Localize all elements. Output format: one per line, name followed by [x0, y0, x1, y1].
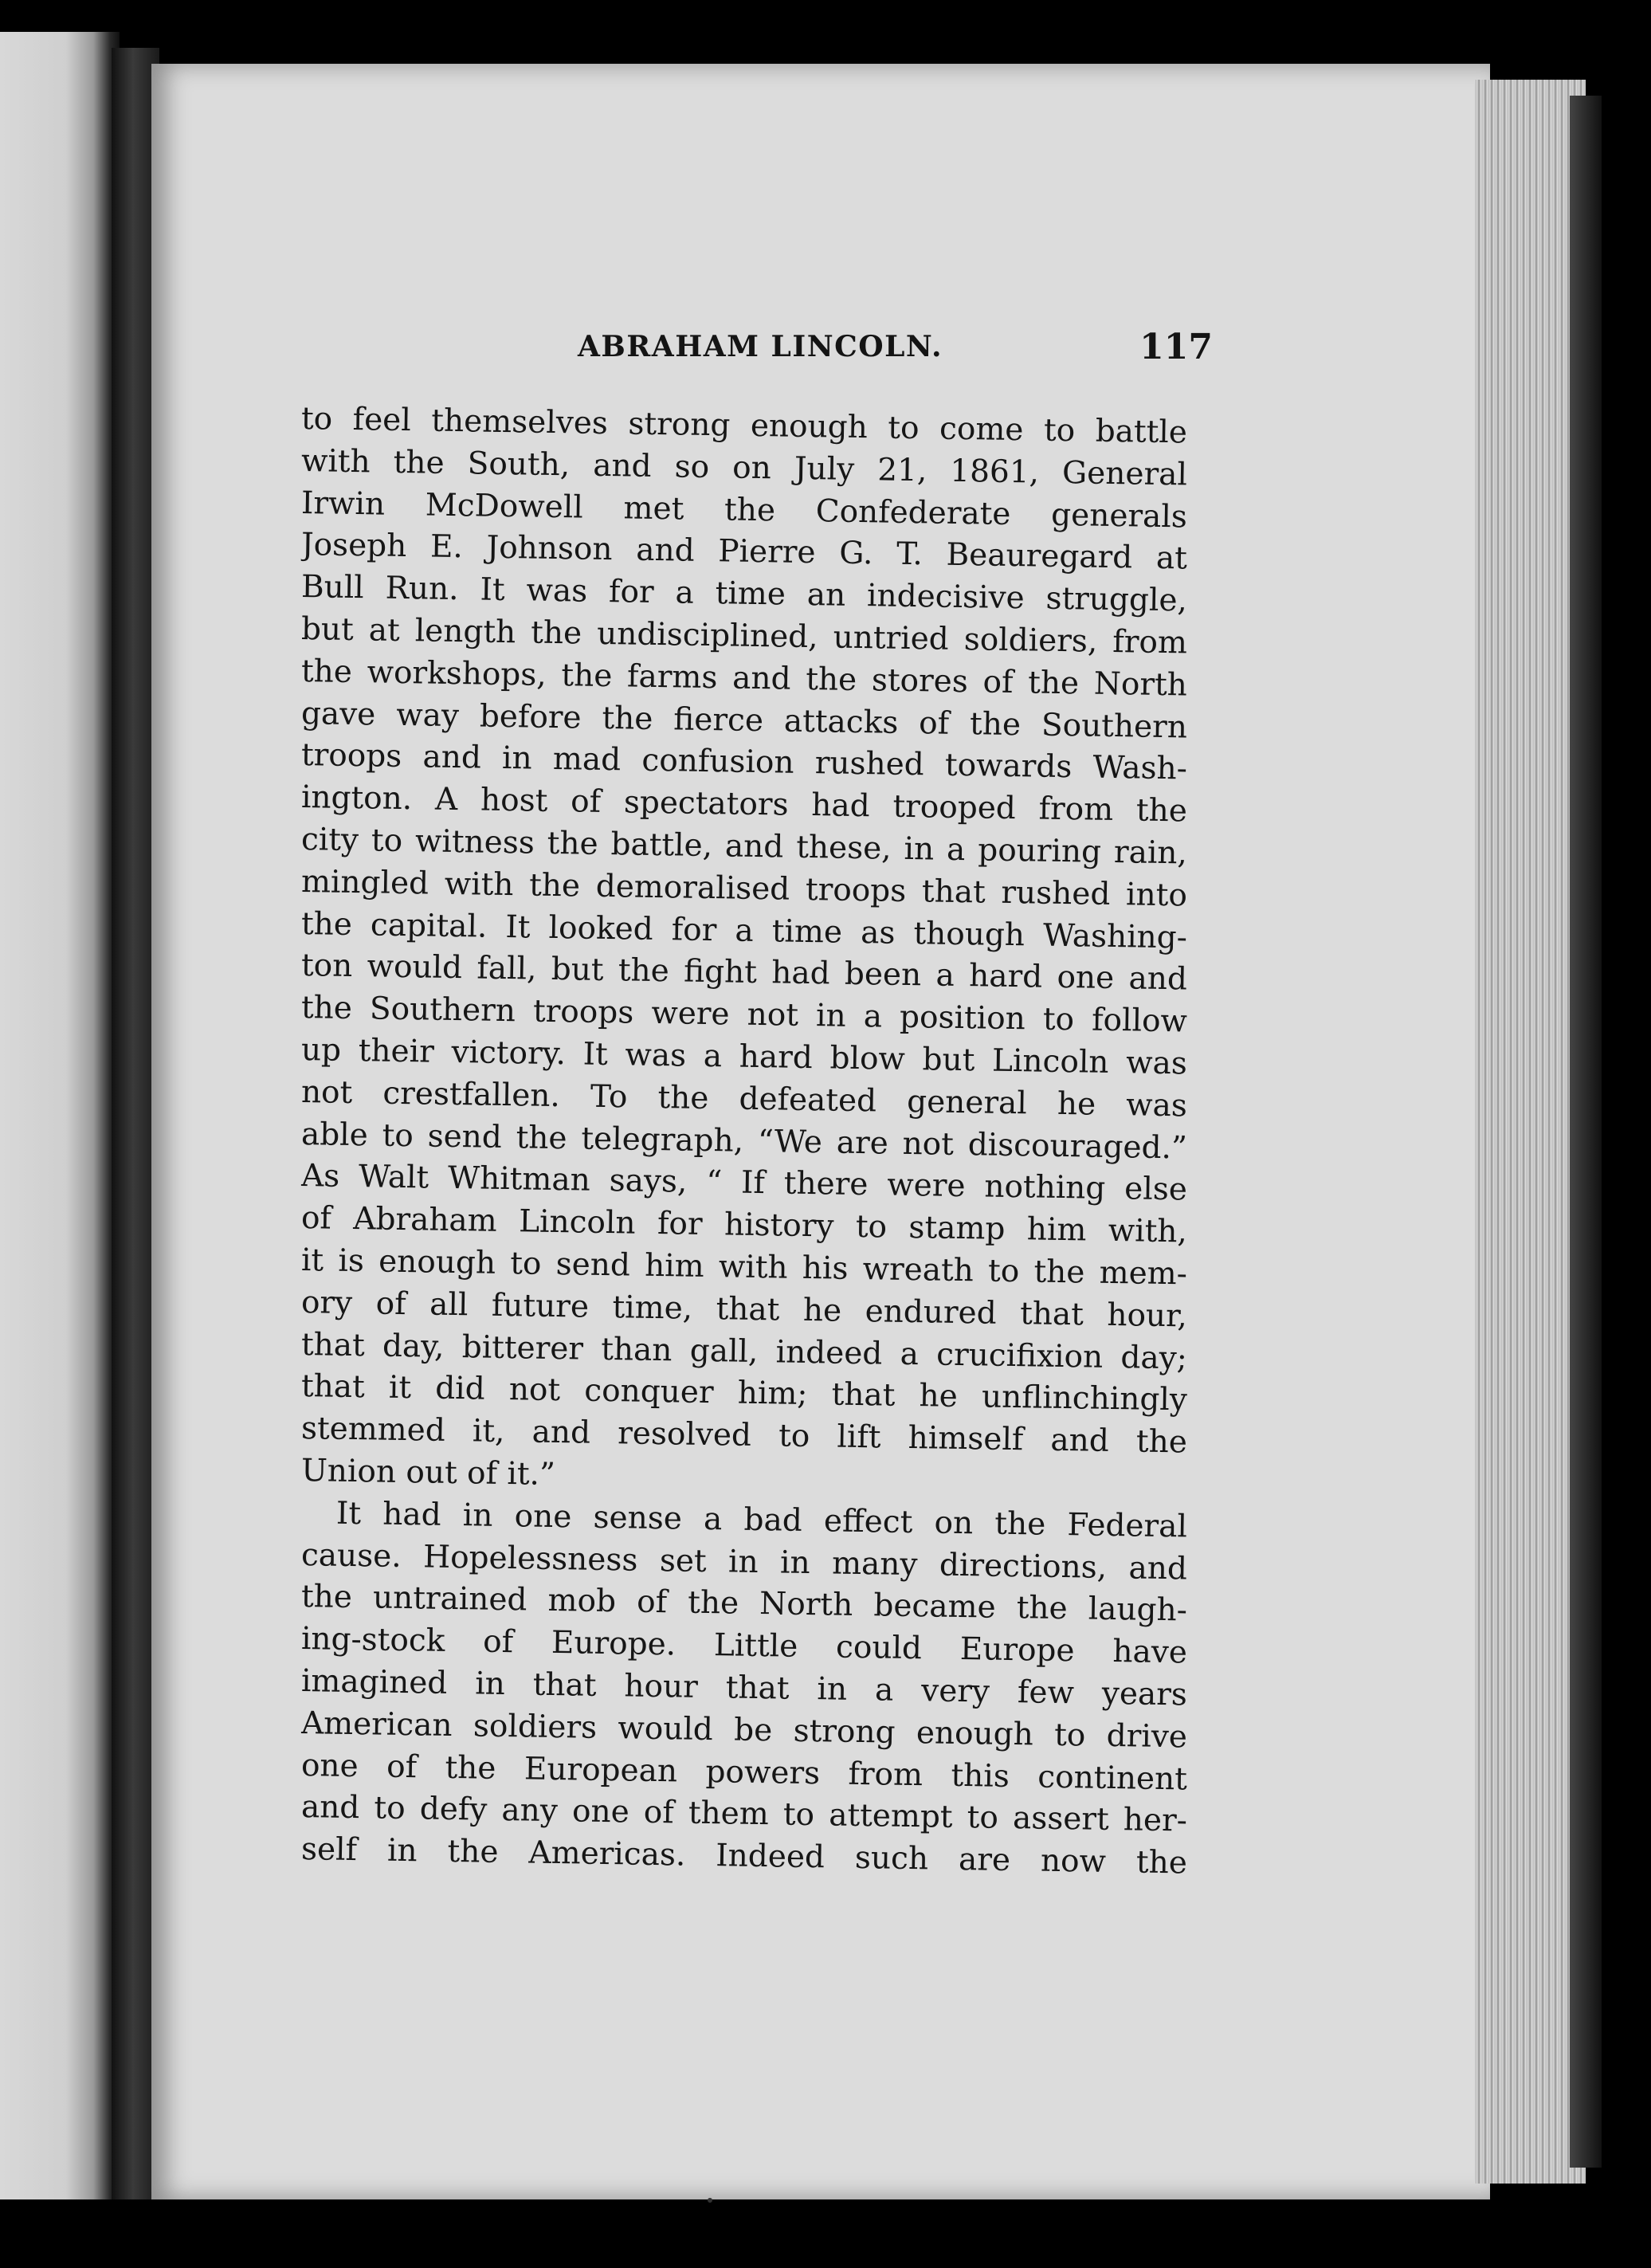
text-line: and to defy any one of them to attempt to assert her- [300, 1789, 1188, 1839]
page-fore-edge [1474, 80, 1586, 2184]
text-line: one of the European powers from this continent [300, 1747, 1188, 1797]
text-line: ington. A host of spectators had trooped from the [300, 779, 1188, 830]
text-line: gave way before the fierce attacks of the Southern [300, 695, 1188, 746]
text-line: As Walt Whitman says, “ If there were nothing else [300, 1158, 1188, 1208]
text-line: with the South, and so on July 21, 1861, General [300, 442, 1188, 493]
text-line: city to witness the battle, and these, in a pouring rain, [300, 821, 1188, 872]
running-head [311, 325, 1211, 381]
text-line: Bull Run. It was for a time an indecisive struggle, [300, 569, 1188, 619]
fore-edge-shadow [1570, 96, 1602, 2168]
text-line: Joseph E. Johnson and Pierre G. T. Beauregard at [300, 527, 1188, 577]
text-line: cause. Hopelessness set in in many directions, and [300, 1536, 1188, 1587]
text-line: the workshops, the farms and the stores of the North [300, 653, 1188, 704]
running-head-title: ABRAHAM LINCOLN. [578, 330, 943, 363]
text-line: of Abraham Lincoln for history to stamp him with, [300, 1200, 1188, 1250]
text-line: self in the Americas. Indeed such are now the [300, 1831, 1188, 1881]
text-line: it is enough to send him with his wreath to the mem- [300, 1242, 1188, 1293]
text-line: ory of all future time, that he endured that hour, [300, 1284, 1188, 1335]
text-line: the Southern troops were not in a position to follow [300, 990, 1188, 1040]
text-line: the untrained mob of the North became the laugh- [300, 1579, 1188, 1629]
text-line: able to send the telegraph, “We are not discouraged.” [300, 1116, 1188, 1167]
text-line: ing-stock of Europe. Little could Europe have [300, 1621, 1188, 1671]
text-line: Union out of it.” [300, 1452, 556, 1493]
text-line: up their victory. It was a hard blow but Lincoln was [300, 1031, 1188, 1082]
paragraph-first-line: It had in one sense a bad effect on the Federal [335, 1495, 1188, 1545]
text-line: stemmed it, and resolved to lift himself and the [300, 1411, 1188, 1461]
text-line: troops and in mad confusion rushed towards Wash- [300, 737, 1188, 787]
text-line: ton would fall, but the fight had been a hard one and [300, 948, 1188, 998]
text-line: the capital. It looked for a time as though Washing- [300, 905, 1188, 956]
text-line: Irwin McDowell met the Confederate generals [300, 485, 1188, 536]
left-page-edge [0, 32, 120, 2199]
text-line: but at length the undisciplined, untried soldiers, from [300, 610, 1188, 661]
text-line: not crestfallen. To the defeated general he was [300, 1073, 1188, 1124]
text-line: imagined in that hour that in a very few years [300, 1662, 1188, 1713]
text-line: American soldiers would be strong enough to drive [300, 1705, 1188, 1756]
page-number: 117 [1139, 327, 1213, 367]
text-line: that it did not conquer him; that he unflinchingly [300, 1368, 1188, 1418]
text-line: that day, bitterer than gall, indeed a crucifixion day; [300, 1326, 1188, 1376]
page-speck [708, 2198, 712, 2203]
body-text [300, 398, 1188, 1881]
text-line: to feel themselves strong enough to come to battle [300, 401, 1188, 451]
text-line: mingled with the demoralised troops that rushed into [300, 863, 1188, 914]
